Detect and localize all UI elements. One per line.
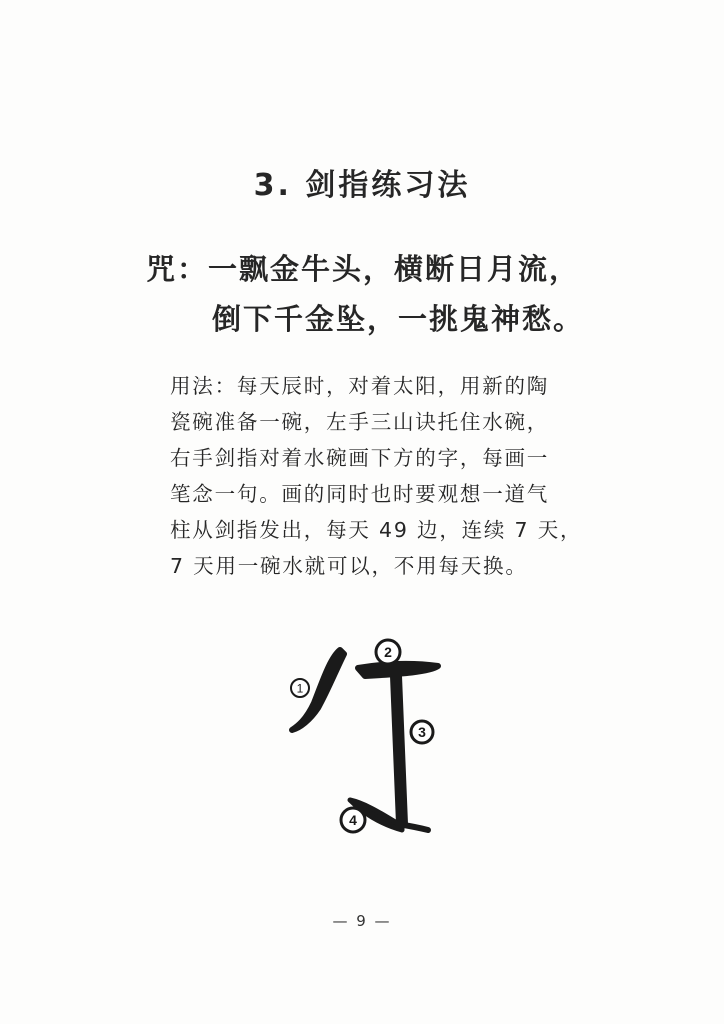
- page-number: — 9 —: [332, 912, 392, 930]
- brush-stroke-3: [392, 676, 406, 824]
- stroke-number-1: [291, 679, 309, 697]
- mantra-line-1: 咒：一飘金牛头，横断日月流，: [146, 252, 581, 286]
- section-title: 3. 剑指练习法: [253, 168, 471, 203]
- stroke-number-4: [341, 808, 365, 832]
- svg-text:2: 2: [384, 644, 392, 660]
- usage-line: 用法：每天辰时，对着太阳，用新的陶: [170, 374, 550, 398]
- talisman-brush-figure: [270, 628, 460, 878]
- usage-line: 7 天用一碗水就可以，不用每天换。: [170, 554, 528, 578]
- usage-line: 柱从剑指发出，每天 49 边，连续 7 天，: [170, 518, 583, 542]
- stroke-number-3: [411, 721, 433, 743]
- usage-paragraph: [170, 368, 610, 584]
- svg-text:3: 3: [418, 724, 426, 740]
- mantra-line-2: 倒下千金坠，一挑鬼神愁。: [212, 302, 585, 336]
- svg-text:1: 1: [296, 681, 304, 696]
- svg-text:4: 4: [349, 812, 357, 828]
- usage-line: 笔念一句。画的同时也时要观想一道气: [170, 482, 550, 506]
- mantra-block: [146, 244, 584, 344]
- stroke-number-2: [376, 640, 400, 664]
- usage-line: 瓷碗准备一碗，左手三山诀托住水碗，: [170, 410, 550, 434]
- usage-line: 右手剑指对着水碗画下方的字，每画一: [170, 446, 550, 470]
